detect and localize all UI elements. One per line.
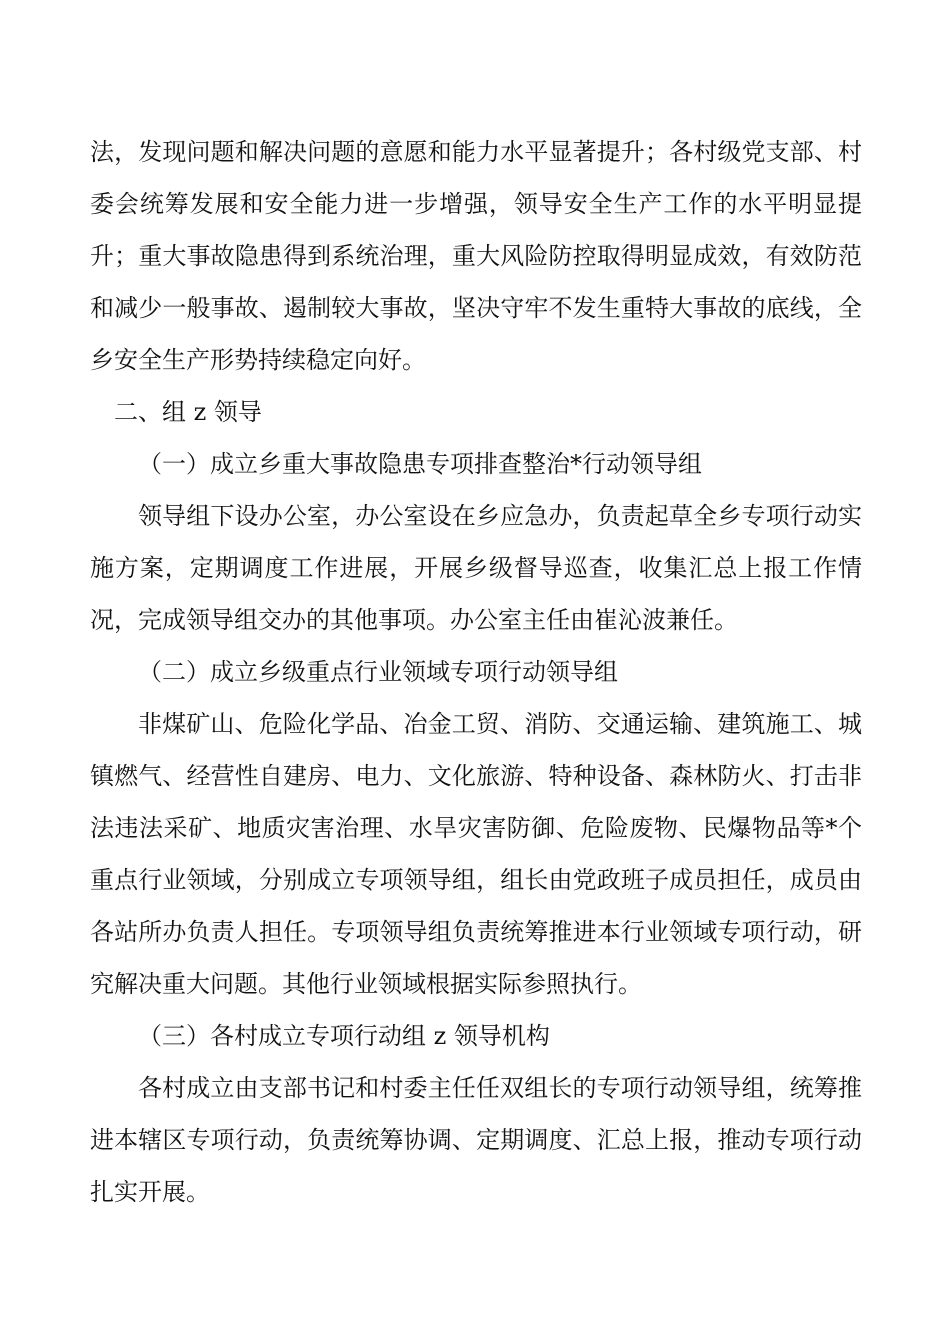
subheading-industry-leading-group: （二）成立乡级重点行业领域专项行动领导组 [138, 658, 618, 686]
section-heading-organization: 二、组 z 领导 [114, 398, 262, 426]
subheading-township-leading-group: （一）成立乡重大事故隐患专项排查整治*行动领导组 [138, 450, 702, 478]
paragraph-office-setup: 领导组下设办公室，办公室设在乡应急办，负责起草全乡专项行动实施方案，定期调度工作进展，开展乡级督导巡查，收集汇总上报工作情况，完成领导组交办的其他事项。办公室主任由崔沁波兼任。 [90, 502, 862, 634]
subheading-village-leading-group: （三）各村成立专项行动组 z 领导机构 [138, 1022, 550, 1050]
paragraph-key-industries: 非煤矿山、危险化学品、冶金工贸、消防、交通运输、建筑施工、城镇燃气、经营性自建房、电力、文化旅游、特种设备、森林防火、打击非法违法采矿、地质灾害治理、水旱灾害防御、危险废物、民爆物品等*个重点行业领域，分别成立专项领导组，组长由党政班子成员担任，成员由各站所办负责人担任。专项领导组负责统筹推进本行业领域专项行动，研究解决重大问题。其他行业领域根据实际参照执行。 [90, 710, 862, 998]
document-body [90, 126, 862, 1218]
paragraph-village-organization: 各村成立由支部书记和村委主任任双组长的专项行动领导组，统筹推进本辖区专项行动，负责统筹协调、定期调度、汇总上报，推动专项行动扎实开展。 [90, 1074, 862, 1206]
paragraph-goals-continued: 法，发现问题和解决问题的意愿和能力水平显著提升；各村级党支部、村委会统筹发展和安全能力进一步增强，领导安全生产工作的水平明显提升；重大事故隐患得到系统治理，重大风险防控取得明显成效，有效防范和减少一般事故、遏制较大事故，坚决守牢不发生重特大事故的底线，全乡安全生产形势持续稳定向好。 [90, 138, 862, 374]
